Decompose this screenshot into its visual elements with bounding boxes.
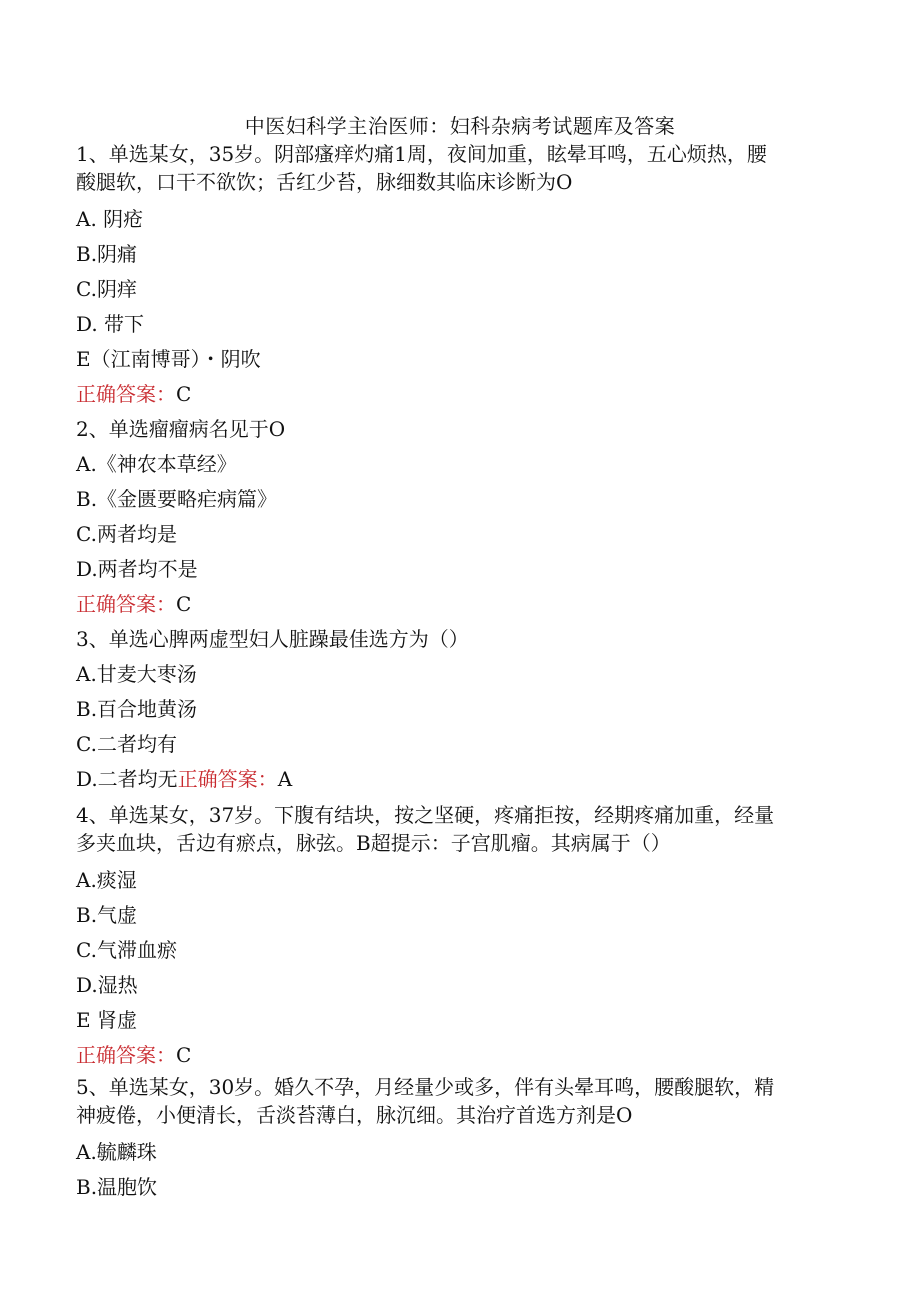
- question-3: [76, 622, 826, 797]
- answer-label: 正确答案：: [177, 767, 278, 791]
- option-c: C.二者均有: [76, 732, 177, 756]
- option-d: D.两者均不是: [76, 557, 198, 581]
- answer-value: C: [176, 382, 192, 406]
- answer-label: 正确答案：: [76, 592, 176, 616]
- option-b: B.温胞饮: [76, 1175, 158, 1199]
- option-a: A.甘麦大枣汤: [76, 662, 197, 686]
- option-c: C.气滞血瘀: [76, 938, 177, 962]
- answer-label: 正确答案：: [76, 1043, 176, 1067]
- answer-label: 正确答案：: [76, 382, 176, 406]
- question-5: [76, 1073, 826, 1205]
- correct-answer: [76, 587, 826, 622]
- option-e: E 肾虚: [76, 1008, 137, 1032]
- question-list: [76, 140, 826, 1205]
- option-b: B.《金匮要略疟病篇》: [76, 487, 278, 511]
- question-1: [76, 140, 826, 412]
- answer-value: C: [176, 1043, 192, 1067]
- correct-answer: [76, 377, 826, 412]
- option-e: E（江南博哥）・阴吹: [76, 347, 261, 371]
- question-stem: 3、单选心脾两虚型妇人脏躁最佳选方为（）: [76, 627, 469, 651]
- option-a: A. 阴疮: [76, 207, 144, 231]
- option-d: D.二者均无: [76, 767, 178, 791]
- option-a: A.《神农本草经》: [76, 452, 237, 476]
- question-stem: 1、单选某女，35岁。阴部瘙痒灼痛1周，夜间加重，眩晕耳鸣，五心烦热，腰: [76, 142, 767, 166]
- page-title: 中医妇科学主治医师：妇科杂病考试题库及答案: [244, 114, 676, 138]
- option-b: B.阴痛: [76, 242, 138, 266]
- question-stem: 2、单选瘤瘤病名见于O: [76, 417, 286, 441]
- correct-answer: [76, 1038, 826, 1073]
- option-d-with-answer: [76, 762, 826, 797]
- question-2: [76, 412, 826, 622]
- option-a: A.痰湿: [76, 868, 137, 892]
- option-a: A.毓麟珠: [76, 1140, 157, 1164]
- option-d: D.湿热: [76, 973, 138, 997]
- option-b: B.百合地黄汤: [76, 697, 198, 721]
- option-d: D. 带下: [76, 312, 145, 336]
- option-b: B.气虚: [76, 903, 138, 927]
- question-stem: 神疲倦，小便清长，舌淡苔薄白，脉沉细。其治疗首选方剂是O: [76, 1103, 633, 1127]
- question-4: [76, 797, 826, 1073]
- option-c: C.两者均是: [76, 522, 177, 546]
- question-stem: 多夹血块，舌边有瘀点，脉弦。B超提示：子宫肌瘤。其病属于（）: [76, 831, 671, 855]
- answer-value: A: [277, 767, 293, 791]
- option-c: C.阴痒: [76, 277, 137, 301]
- question-stem: 4、单选某女，37岁。下腹有结块，按之坚硬，疼痛拒按，经期疼痛加重，经量: [76, 803, 775, 827]
- answer-value: C: [176, 592, 192, 616]
- question-stem: 5、单选某女，30岁。婚久不孕，月经量少或多，伴有头晕耳鸣，腰酸腿软，精: [76, 1075, 775, 1099]
- question-stem: 酸腿软，口干不欲饮；舌红少苔，脉细数其临床诊断为O: [76, 170, 573, 194]
